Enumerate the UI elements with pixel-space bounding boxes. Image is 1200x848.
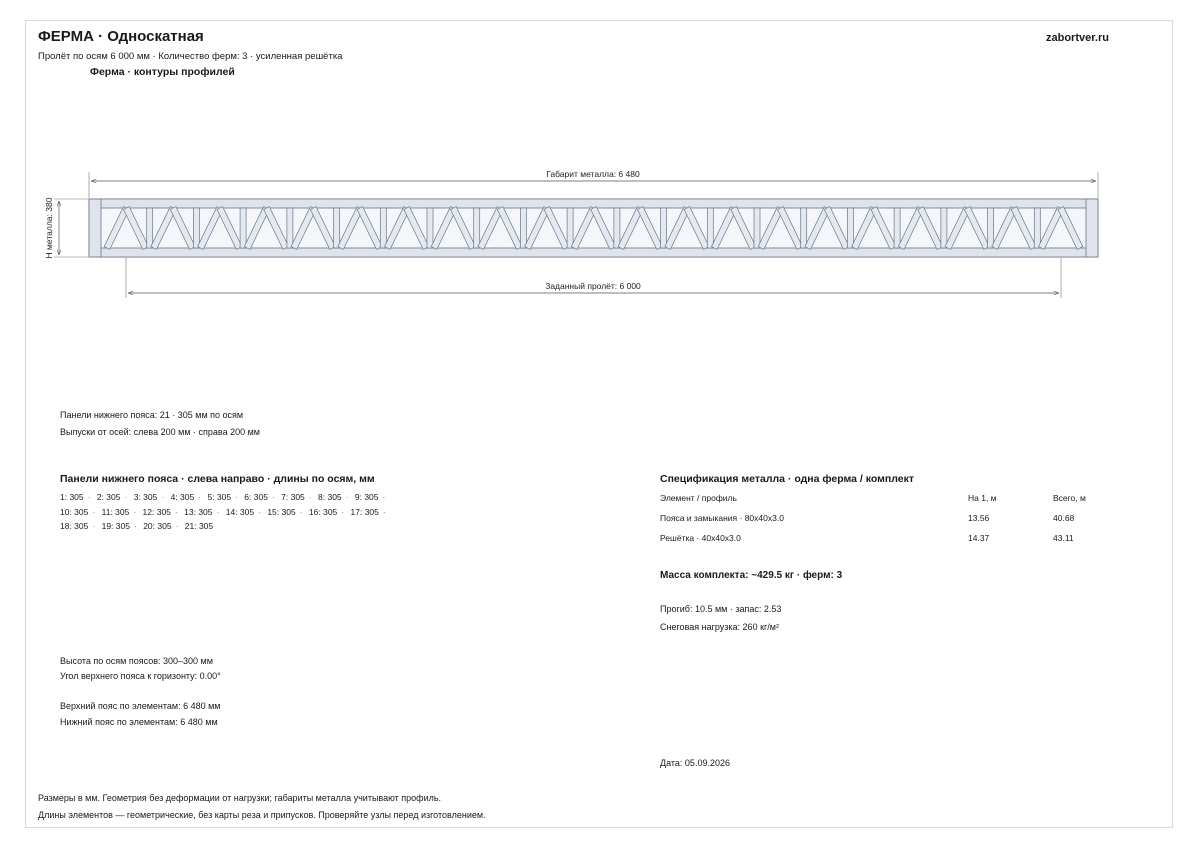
overhangs-info: Выпуски от осей: слева 200 мм · справа 200 мм <box>60 427 260 437</box>
page-title: ФЕРМА · Односкатная <box>38 28 204 45</box>
span-dimension-label: Заданный пролёт: 6 000 <box>545 281 641 291</box>
spec-total: 43.11 <box>1053 533 1074 543</box>
truss-vertical <box>567 208 573 248</box>
spec-row <box>660 533 1110 547</box>
spec-total: 40.68 <box>1053 513 1075 523</box>
panel-separator: · <box>92 521 96 531</box>
truss-drawing <box>0 0 1200 320</box>
panel-length-item: 19: 305 <box>101 521 130 531</box>
truss-vertical <box>661 208 667 248</box>
span-dimension <box>126 258 1061 298</box>
panel-separator: · <box>258 506 261 517</box>
spec-col-total: Всего, м <box>1053 493 1086 503</box>
left-end-closure <box>89 199 101 257</box>
bottom-chord <box>89 248 1098 257</box>
date-info: Дата: 05.09.2026 <box>660 758 730 768</box>
spec-header-row <box>660 493 1110 507</box>
panel-length-item: 7: 305 <box>281 492 305 502</box>
truss-vertical <box>988 208 994 248</box>
truss-vertical <box>707 208 713 248</box>
height-info: Высота по осям поясов: 300–300 мм <box>60 656 213 666</box>
truss-vertical <box>193 208 199 248</box>
site-link[interactable]: zabortver.ru <box>1046 32 1109 44</box>
truss-body <box>89 199 1098 257</box>
panel-length-item: 4: 305 <box>170 492 195 502</box>
height-dimension <box>44 197 88 258</box>
truss-vertical <box>894 208 900 248</box>
spec-per-one: 14.37 <box>968 533 990 543</box>
mass-summary: Масса комплекта: ~429.5 кг · ферм: 3 <box>660 570 843 581</box>
bottom-chord-info: Нижний пояс по элементам: 6 480 мм <box>60 717 218 727</box>
panel-length-item: 13: 305 <box>184 506 213 517</box>
panel-length-item: 5: 305 <box>207 492 232 502</box>
panel-separator: · <box>198 492 202 502</box>
snow-load-info: Снеговая нагрузка: 260 кг/м² <box>660 622 779 632</box>
panel-length-item: 10: 305 <box>60 506 89 517</box>
panel-separator: · <box>161 492 165 502</box>
panel-separator: · <box>382 492 386 502</box>
panel-length-item: 17: 305 <box>350 506 379 517</box>
panel-length-item: 8: 305 <box>318 492 342 502</box>
panels-list <box>60 490 430 534</box>
panel-separator: · <box>216 506 220 517</box>
panel-length-item: 6: 305 <box>244 492 268 502</box>
panel-length-item: 1: 305 <box>60 492 84 502</box>
footer-note-1: Размеры в мм. Геометрия без деформации от нагрузки; габариты металла учитывают профиль. <box>38 793 442 803</box>
panels-heading: Панели нижнего пояса · слева направо · длины по осям, мм <box>60 473 375 485</box>
truss-vertical <box>941 208 947 248</box>
panel-length-item: 2: 305 <box>96 492 121 502</box>
panel-length-item: 11: 305 <box>101 506 130 517</box>
panel-separator: · <box>341 506 345 517</box>
panel-length-item: 21: 305 <box>184 521 214 531</box>
truss-vertical <box>147 208 153 248</box>
truss-vertical <box>240 208 246 248</box>
panel-length-item: 12: 305 <box>142 506 171 517</box>
drawing-title: Ферма · контуры профилей <box>90 66 235 78</box>
panel-length-item: 20: 305 <box>143 521 172 531</box>
panel-separator: · <box>382 506 386 517</box>
truss-vertical <box>287 208 293 248</box>
panel-length-item: 9: 305 <box>354 492 379 502</box>
deflection-info: Прогиб: 10.5 мм · запас: 2.53 <box>660 604 782 614</box>
panel-separator: · <box>174 506 178 517</box>
panel-separator: · <box>299 506 303 517</box>
spec-col-per-one: На 1, м <box>968 493 997 503</box>
spec-col-element: Элемент / профиль <box>660 493 737 503</box>
truss-vertical <box>474 208 480 248</box>
panel-separator: · <box>271 492 275 502</box>
footer-note-2: Длины элементов — геометрические, без карты реза и припусков. Проверяйте узлы перед изготовлением. <box>38 810 486 820</box>
panel-length-item: 3: 305 <box>133 492 158 502</box>
angle-info: Угол верхнего пояса к горизонту: 0.00° <box>60 671 221 681</box>
truss-vertical <box>380 208 386 248</box>
overall-dimension-label: Габарит металла: 6 480 <box>546 169 640 179</box>
truss-vertical <box>801 208 807 248</box>
panel-separator: · <box>345 492 349 502</box>
truss-vertical <box>334 208 340 248</box>
height-dimension-label: Н металла: 380 <box>44 197 54 259</box>
panels-info: Панели нижнего пояса: 21 · 305 мм по осям <box>60 410 244 420</box>
panel-separator: · <box>308 492 312 502</box>
right-end-closure <box>1086 199 1098 257</box>
top-chord <box>89 199 1098 208</box>
panel-separator: · <box>124 492 128 502</box>
spec-per-one: 13.56 <box>968 513 990 523</box>
panel-separator: · <box>87 492 91 502</box>
panel-separator: · <box>133 506 137 517</box>
truss-vertical <box>1034 208 1040 248</box>
spec-element: Пояса и замыкания · 80х40х3.0 <box>660 513 784 523</box>
truss-vertical <box>754 208 760 248</box>
panel-length-item: 14: 305 <box>225 506 255 517</box>
panel-length-item: 15: 305 <box>267 506 296 517</box>
top-chord-info: Верхний пояс по элементам: 6 480 мм <box>60 701 221 711</box>
panel-length-item: 16: 305 <box>308 506 338 517</box>
panel-length-item: 18: 305 <box>60 521 89 531</box>
panel-separator: · <box>235 492 238 502</box>
spec-heading: Спецификация металла · одна ферма / комплект <box>660 473 915 485</box>
truss-vertical <box>427 208 433 248</box>
page-subtitle: Пролёт по осям 6 000 мм · Количество ферм: 3 · усиленная решётка <box>38 51 343 62</box>
truss-vertical <box>614 208 620 248</box>
panel-separator: · <box>133 521 137 531</box>
overall-dimension <box>89 169 1098 198</box>
panel-separator: · <box>92 506 96 517</box>
spec-element: Решётка · 40х40х3.0 <box>660 533 741 543</box>
truss-vertical <box>847 208 853 248</box>
panel-separator: · <box>175 521 179 531</box>
spec-row <box>660 513 1110 527</box>
truss-vertical <box>520 208 526 248</box>
